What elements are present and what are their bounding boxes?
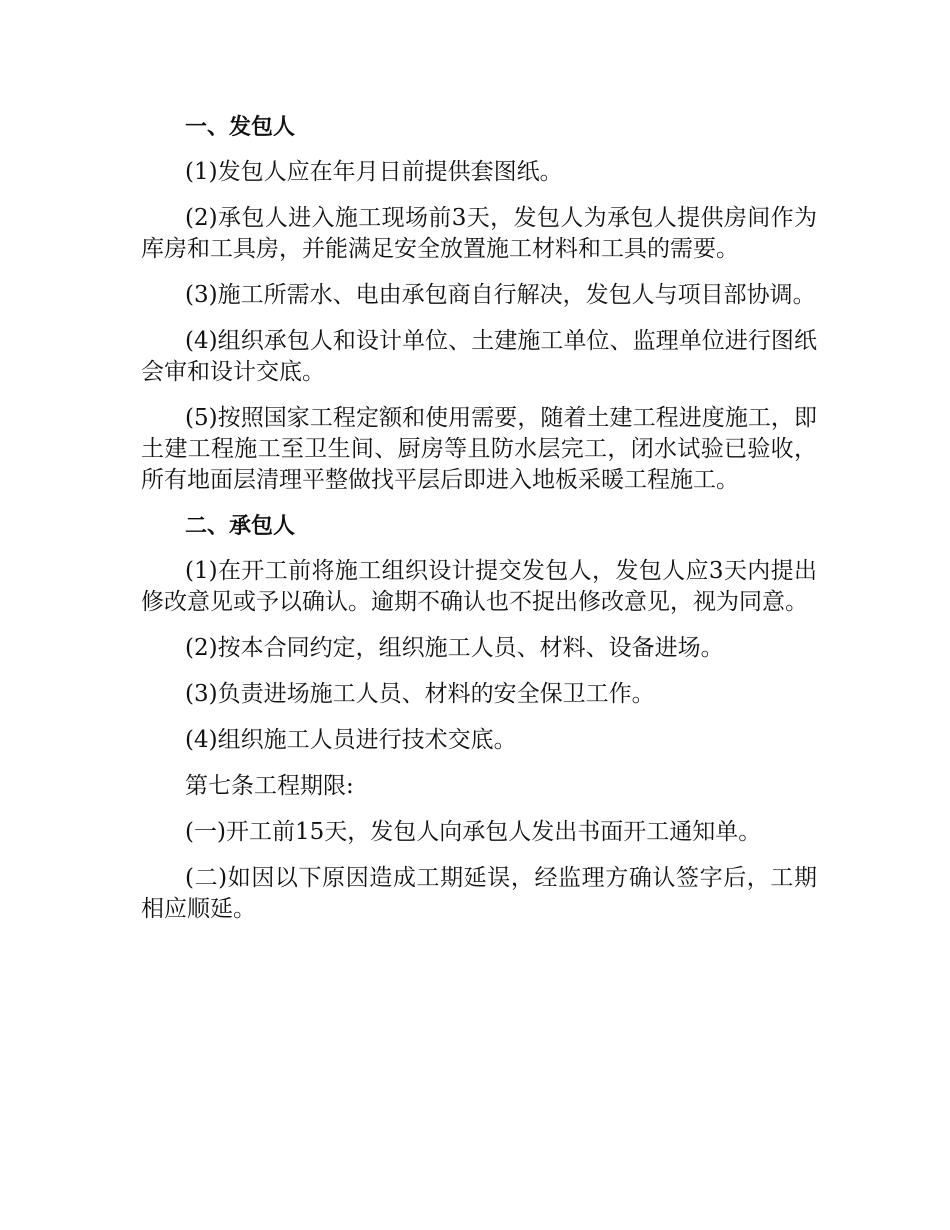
section-contractor — [141, 511, 817, 756]
paragraph: (3)施工所需水、电由承包商自行解决，发包人与项目部协调。 — [185, 282, 816, 308]
section-heading: 一、发包人 — [185, 115, 296, 140]
paragraph: (1)在开工前将施工组织设计提交发包人，发包人应3天内提出修改意见或予以确认。逾期不确认也不捉出修改意见，视为同意。 — [141, 558, 817, 615]
paragraph: (5)按照国家工程定额和使用需要，随着土建工程进度施工，即土建工程施工至卫生间、厨房等且防水层完工，闭水试验已验收，所有地面层清理平整做找平层后即进入地板采暖工程施工。 — [141, 405, 817, 493]
paragraph: (2)按本合同约定，组织施工人员、材料、设备进场。 — [185, 635, 724, 661]
paragraph: (二)如因以下原因造成工期延误，经监理方确认签字后，工期相应顺延。 — [141, 865, 817, 922]
paragraph: (3)负责进场施工人员、材料的安全保卫工作。 — [185, 681, 655, 707]
paragraph: (1)发包人应在年月日前提供套图纸。 — [185, 159, 563, 185]
article-seven — [141, 771, 817, 925]
document-page — [141, 112, 817, 940]
paragraph: (一)开工前15天，发包人向承包人发出书面开工通知单。 — [185, 819, 762, 845]
section-heading: 二、承包人 — [185, 514, 296, 539]
section-employer — [141, 112, 817, 496]
paragraph: (4)组织承包人和设计单位、土建施工单位、监理单位进行图纸会审和设计交底。 — [141, 328, 817, 385]
article-title: 第七条工程期限: — [185, 773, 354, 799]
paragraph: (2)承包人进入施工现场前3天，发包人为承包人提供房间作为库房和工具房，并能满足安全放置施工材料和工具的需要。 — [141, 205, 817, 262]
paragraph: (4)组织施工人员进行技术交底。 — [185, 727, 517, 753]
